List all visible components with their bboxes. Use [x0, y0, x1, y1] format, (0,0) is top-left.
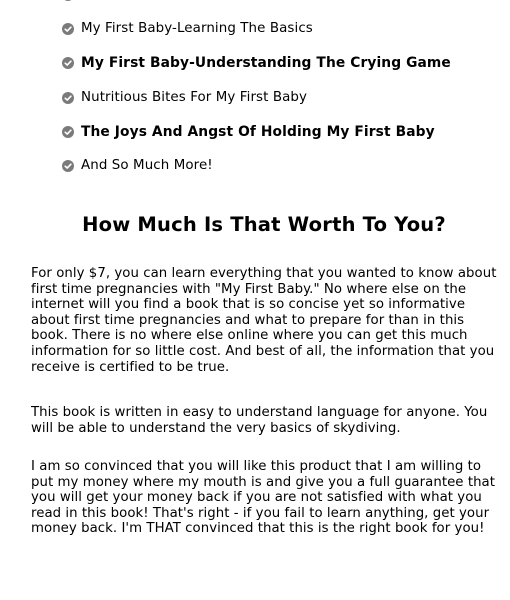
list-item-text: My First Baby-Learning The Basics [81, 21, 313, 36]
list-item-text: The Joys And Angst Of Holding My First Baby [81, 124, 435, 140]
list-item [62, 88, 307, 108]
check-circle-icon [62, 23, 74, 35]
list-item-text: Nutritious Bites For My First Baby [81, 90, 308, 105]
list-item [62, 19, 313, 39]
check-circle-icon [62, 126, 74, 138]
check-circle-icon [62, 92, 74, 104]
section-heading: How Much Is That Worth To You? [82, 213, 446, 236]
body-paragraph: I am so convinced that you will like this product that I am willing to put my money where my mouth is and give you a full guarantee that you will get your money back if you are not satisfied with what you read in this book! That's right - if you fail to learn anything, get your money back. I'm THAT convinced that this is the right book for you! [31, 459, 496, 537]
check-circle-icon [62, 0, 74, 1]
check-circle-icon [62, 57, 74, 69]
list-item [62, 122, 435, 142]
check-circle-icon [62, 160, 74, 172]
body-paragraph: For only $7, you can learn everything that you wanted to know about first time pregnancies with "My First Baby." No where else on the internet will you find a book that is so concise yet so informative about first time pregnancies and what to prepare for than in this book. There is no where else online where you can get this much information for so little cost. And best of all, the information that you receive is certified to be true. [31, 266, 497, 375]
list-item [62, 53, 451, 73]
list-item-text: My First Baby-Understanding The Crying Game [81, 55, 451, 71]
list-item-text: And So Much More! [81, 158, 213, 173]
clipped-list-item [62, 0, 81, 5]
body-paragraph: This book is written in easy to understand language for anyone. You will be able to understand the very basics of skydiving. [31, 405, 488, 436]
list-item [62, 156, 213, 176]
